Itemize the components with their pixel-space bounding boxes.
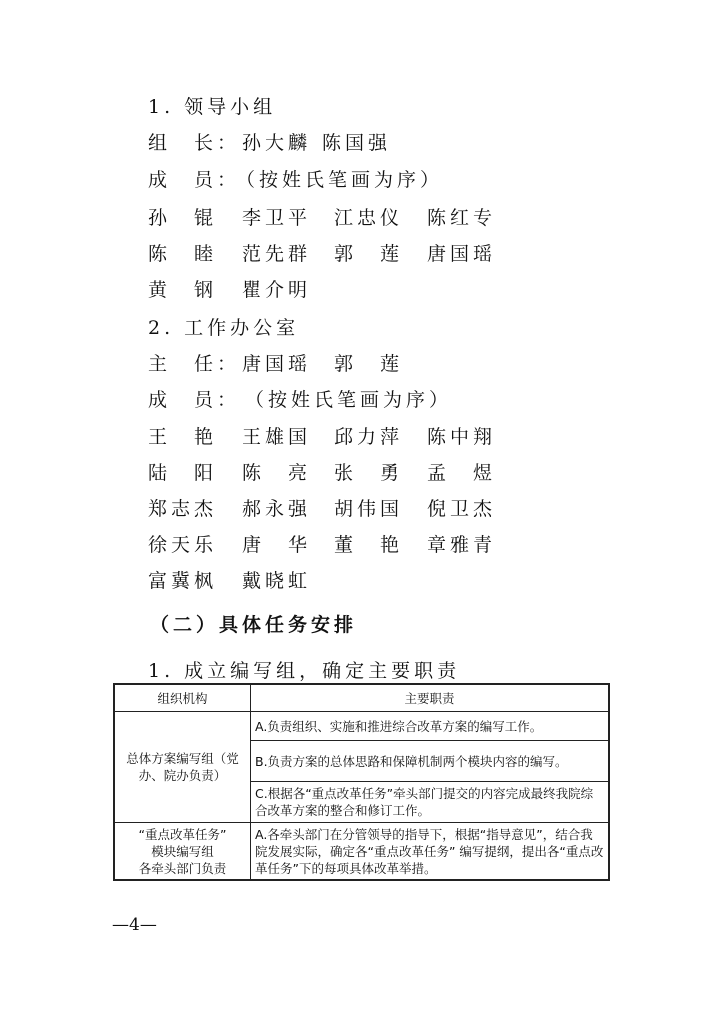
- member-name: 孙 锟: [148, 207, 218, 229]
- member-name: 唐 华: [242, 534, 312, 556]
- section-heading-office: 2. 工作办公室: [148, 317, 300, 339]
- column-header-org: 组织机构: [114, 684, 251, 712]
- member-name: 董 艳: [334, 534, 404, 556]
- duty-cell: A.各牵头部门在分管领导的指导下，根据“指导意见”，结合我院发展实际，确定各“重点改革任务” 编写提纲，提出各“重点改革任务”下的每项具体改革举措。: [251, 823, 610, 881]
- members-note: （按姓氏笔画为序）: [236, 169, 444, 191]
- member-name: 徐天乐: [148, 534, 218, 556]
- member-name: 郑志杰: [148, 498, 218, 520]
- member-name: 富冀枫: [148, 570, 218, 592]
- member-name: 江忠仪: [334, 207, 404, 229]
- members-label: 成 员：: [148, 389, 241, 411]
- member-name: 倪卫杰: [427, 498, 497, 520]
- subsection-heading: （二）具体任务安排: [150, 614, 358, 636]
- leader-name: 陈国强: [322, 132, 392, 154]
- director-name: 郭 莲: [334, 353, 404, 375]
- org-line: “重点改革任务”: [138, 826, 227, 842]
- member-name: 邱力萍: [334, 426, 404, 448]
- duties-table: [113, 683, 610, 881]
- org-line: 各牵头部门负责: [138, 860, 227, 876]
- director-name: 唐国瑶: [242, 353, 312, 375]
- member-name: 瞿介明: [242, 279, 312, 301]
- member-name: 章雅青: [427, 534, 497, 556]
- table-row: [114, 823, 609, 881]
- section-heading-leadership: 1. 领导小组: [148, 96, 277, 118]
- task-heading: 1. 成立编写组，确定主要职责: [148, 660, 461, 682]
- member-name: 陈红专: [427, 207, 497, 229]
- members-note: （按姓氏笔画为序）: [245, 389, 453, 411]
- page-number: —4—: [112, 915, 157, 935]
- member-name: 陆 阳: [148, 462, 218, 484]
- member-name: 王 艳: [148, 426, 218, 448]
- member-name: 胡伟国: [334, 498, 404, 520]
- column-header-duty: 主要职责: [251, 684, 610, 712]
- table-header-row: [114, 684, 609, 712]
- leader-label: 组 长：: [148, 132, 241, 154]
- members-label: 成 员：: [148, 169, 241, 191]
- member-name: 王雄国: [242, 426, 312, 448]
- member-name: 李卫平: [242, 207, 312, 229]
- table-row: [114, 712, 609, 741]
- member-name: 唐国瑶: [427, 243, 497, 265]
- org-cell: 总体方案编写组（党办、院办负责）: [114, 712, 251, 823]
- member-name: 黄 钢: [148, 279, 218, 301]
- leader-name: 孙大麟: [242, 132, 312, 154]
- member-name: 陈 亮: [242, 462, 312, 484]
- member-name: 郭 莲: [334, 243, 404, 265]
- duty-cell: C.根据各“重点改革任务”牵头部门提交的内容完成最终我院综合改革方案的整合和修订工作。: [251, 782, 610, 823]
- member-name: 陈 睦: [148, 243, 218, 265]
- org-cell: [114, 823, 251, 881]
- director-label: 主 任：: [148, 353, 241, 375]
- duty-cell: B.负责方案的总体思路和保障机制两个模块内容的编写。: [251, 741, 610, 782]
- org-line: 模块编写组: [151, 843, 214, 859]
- member-name: 范先群: [242, 243, 312, 265]
- member-name: 陈中翔: [427, 426, 497, 448]
- member-name: 孟 煜: [427, 462, 497, 484]
- member-name: 张 勇: [334, 462, 404, 484]
- duty-cell: A.负责组织、实施和推进综合改革方案的编写工作。: [251, 712, 610, 741]
- member-name: 戴晓虹: [242, 570, 312, 592]
- member-name: 郝永强: [242, 498, 312, 520]
